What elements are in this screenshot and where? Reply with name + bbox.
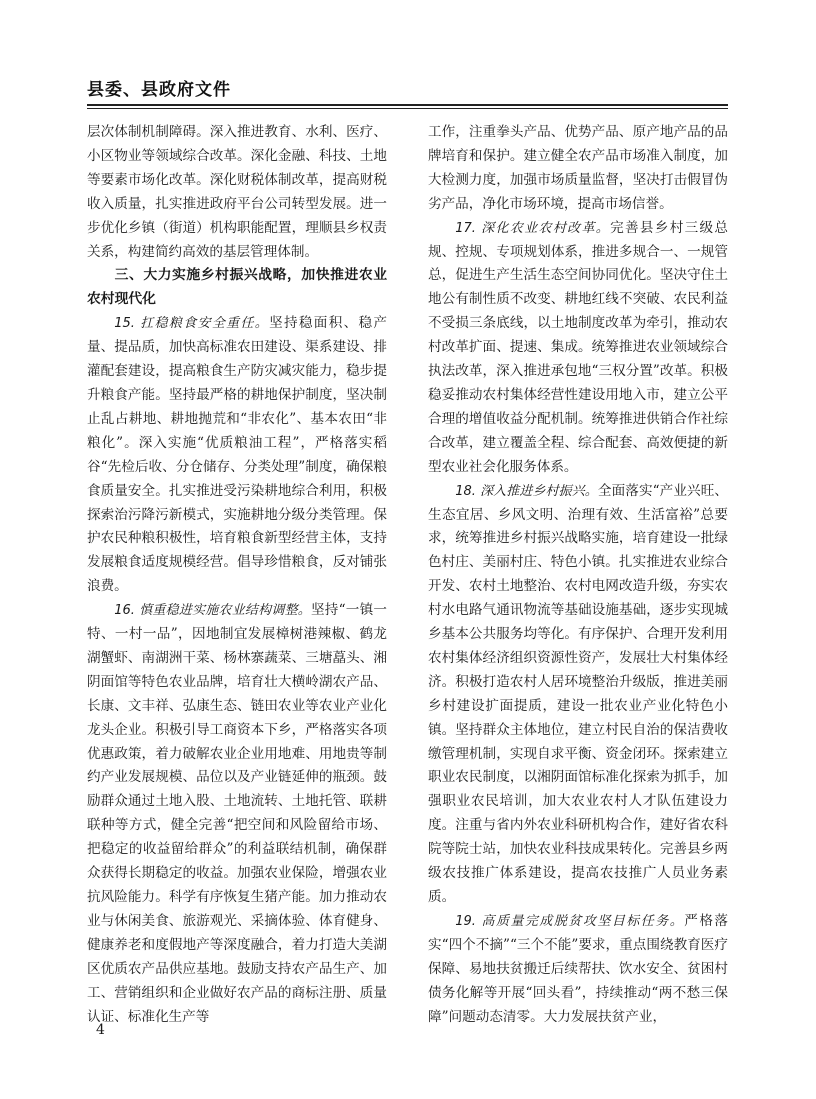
running-header [87,75,728,105]
paragraph-continued: 层次体制机制障碍。深入推进教育、水利、医疗、小区物业等领域综合改革。深化金融、科技、土地等要素市场化改革。深化财税体制改革，提高财税收入质量，扎实推进政府平台公司转型发展。进一步优化乡镇（街道）机构职能配置，理顺县乡权责关系，构建简约高效的基层管理体制。 [87,124,387,260]
paragraph-continued-right: 工作，注重拳头产品、优势产品、原产地产品的品牌培育和保护。建立健全农产品市场准入制度，加大检测力度，加强市场质量监督，坚决打击假冒伪劣产品，净化市场环境，提高市场信誉。 [428,124,728,212]
paragraph-16-body: 坚持“一镇一特、一村一品”，因地制宜发展樟树港辣椒、鹤龙湖蟹虾、南湖洲干菜、杨林寨蔬菜、三塘藠头、湘阴面馆等特色农业品牌，培育壮大横岭湖农产品、长康、文丰祥、弘康生态、链田农业等农业产业化龙头企业。积极引导工商资本下乡，严格落实各项优惠政策，着力破解农业企业用地难、用地贵等制约产业发展规模、品位以及产业链延伸的瓶颈。鼓励群众通过土地入股、土地流转、土地托管、联耕联种等方式，健全完善“把空间和风险留给市场、把稳定的收益留给群众”的利益联结机制，确保群众获得长期稳定的收益。加强农业保险，增强农业抗风险能力。科学有序恢复生猪产能。加力推动农业与休闲美食、旅游观光、采摘体验、体育健身、健康养老和度假地产等深度融合，着力打造大美湖区优质农产品供应基地。鼓励支持农产品生产、加工、营销组织和企业做好农产品的商标注册、质量认证、标准化生产等 [87,602,387,1025]
paragraph-17-body: 完善县乡村三级总规、控规、专项规划体系，推进多规合一、一规管总，促进生产生活生态空间协同优化。坚决守住土地公有制性质不改变、耕地红线不突破、农民利益不受损三条底线，以土地制度改革为牵引，推动农村改革扩面、提速、集成。统筹推进农业领域综合执法改革，深入推进承包地“三权分置”改革。积极稳妥推动农村集体经营性建设用地入市，建立公平合理的增值收益分配机制。统筹推进供销合作社综合改革，建立覆盖全程、综合配套、高效便捷的新型农业社会化服务体系。 [428,219,729,475]
paragraph-18-lead: 18. 深入推进乡村振兴。 [455,483,598,499]
header-rule-thin [87,108,728,109]
header-rule-thick [87,104,728,106]
paragraph-15-lead: 15. 扛稳粮食安全重任。 [114,316,270,332]
header-title: 县委、县政府文件 [87,80,231,100]
paragraph-18-body: 全面落实“产业兴旺、生态宜居、乡风文明、治理有效、生活富裕”总要求，统筹推进乡村振兴战略实施，培育建设一批绿色村庄、美丽村庄、特色小镇。扎实推进农业综合开发、农村土地整治、农村电网改造升级，夯实农村水电路气通讯物流等基础设施基础，逐步实现城乡基本公共服务均等化。有序保护、合理开发利用农村集体经济组织资源性资产，发展壮大村集体经济。积极打造农村人居环境整治升级版，推进美丽乡村建设扩面提质，建设一批农业产业化特色小镇。坚持群众主体地位，建立村民自治的保洁费收缴管理机制，实现自求平衡、资金闭环。探索建立职业农民制度，以湘阴面馆标准化探索为抓手，加强职业农民培训，加大农业农村人才队伍建设力度。注重与省内外农业科研机构合作，建好省农科院等院士站，加快农业科技成果转化。完善县乡两级农技推广体系建设，提高农技推广人员业务素质。 [428,482,728,905]
paragraph-16 [87,599,387,1029]
paragraph-18 [428,480,728,910]
paragraph-16-lead: 16. 慎重稳进实施农业结构调整。 [114,603,311,619]
paragraph-17 [428,217,728,480]
paragraph-17-lead: 17. 深化农业农村改革。 [455,220,611,236]
page-number: 4 [96,1022,105,1038]
left-column [87,121,387,1029]
section-heading: 三、大力实施乡村振兴战略，加快推进农业农村现代化 [87,267,387,308]
paragraph-19-lead: 19. 高质量完成脱贫攻坚目标任务。 [455,913,685,929]
right-column [428,121,728,1029]
paragraph-19-body: 严格落实“四个不摘”“三个不能”要求，重点围绕教育医疗保障、易地扶贫搬迁后续帮扶、饮水安全、贫困村债务化解等开展“回头看”，持续推动“两不愁三保障”问题动态清零。大力发展扶贫产业， [428,912,728,1025]
paragraph-19 [428,910,728,1030]
paragraph-15 [87,312,387,599]
paragraph-15-body: 坚持稳面积、稳产量、提品质，加快高标准农田建设、渠系建设、排灌配套建设，提高粮食生产防灾减灾能力，稳步提升粮食产能。坚持最严格的耕地保护制度，坚决制止乱占耕地、耕地抛荒和“非农化”、基本农田“非粮化”。深入实施“优质粮油工程”，严格落实稻谷“先检后收、分仓储存、分类处理”制度，确保粮食质量安全。扎实推进受污染耕地综合利用，积极探索治污降污新模式，实施耕地分级分类管理。保护农民种粮积极性，培育粮食新型经营主体，支持发展粮食适度规模经营。倡导珍惜粮食，反对铺张浪费。 [87,315,388,595]
